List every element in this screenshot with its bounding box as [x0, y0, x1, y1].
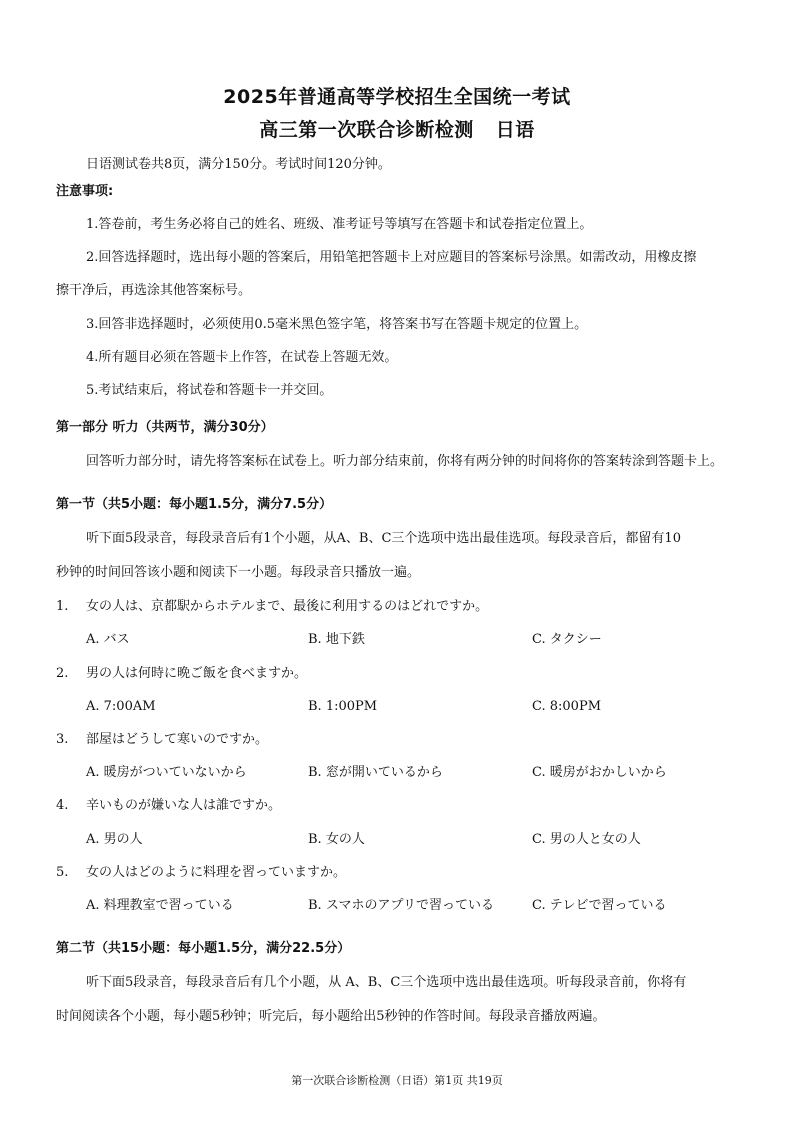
question-number: 1.: [56, 599, 69, 614]
question-text: 辛いものが嫌いな人は誰ですか。: [86, 798, 282, 813]
option-a: A. 暖房がついていないから: [86, 765, 247, 780]
option-b: B. スマホのアプリで習っている: [308, 898, 495, 913]
exam-intro: 日语测试卷共8页，满分150分。考试时间120分钟。: [86, 157, 391, 172]
option-b: B. 1:00PM: [308, 699, 378, 714]
question-3-options: [86, 764, 746, 782]
question-number: 5.: [56, 865, 69, 880]
section1-heading: 第一节（共5小题：每小题1.5分，满分7.5分）: [56, 497, 333, 512]
exam-title: 2025年普通高等学校招生全国统一考试: [223, 86, 571, 108]
section2-instruction-continued: 时间阅读各个小题，每小题5秒钟；听完后，每小题给出5秒钟的作答时间。每段录音播放两遍。: [56, 1009, 606, 1024]
notice-item: 3.回答非选择题时，必须使用0.5毫米黑色签字笔，将答案书写在答题卡规定的位置上。: [86, 317, 588, 332]
exam-subject: 日语: [495, 119, 535, 141]
question-text: 部屋はどうして寒いのですか。: [86, 732, 269, 747]
notice-item: 1.答卷前，考生务必将自己的姓名、班级、准考证号等填写在答题卡和试卷指定位置上。: [86, 217, 593, 232]
option-a: A. 7:00AM: [86, 699, 156, 714]
part1-instruction: 回答听力部分时，请先将答案标在试卷上。听力部分结束前，你将有两分钟的时间将你的答案转涂到答题卡上。: [86, 454, 724, 469]
question-text: 女の人はどのように料理を習っていますか。: [86, 865, 347, 880]
option-c: C. 男の人と女の人: [532, 832, 641, 847]
option-c: C. タクシー: [532, 632, 602, 647]
question-5: [56, 864, 346, 882]
option-a: A. バス: [86, 632, 130, 647]
exam-subtitle: [0, 115, 794, 142]
part1-heading: 第一部分 听力（共两节，满分30分）: [56, 420, 274, 435]
notice-item: 2.回答选择题时，选出每小题的答案后，用铅笔把答题卡上对应题目的答案标号涂黑。如需改动，用橡皮擦: [86, 250, 697, 265]
question-text: 男の人は何時に晩ご飯を食べますか。: [86, 666, 308, 681]
option-b: B. 女の人: [308, 832, 365, 847]
option-b: B. 窓が開いているから: [308, 765, 443, 780]
section1-instruction: 听下面5段录音，每段录音后有1个小题，从A、B、C三个选项中选出最佳选项。每段录音后，都留有10: [86, 531, 681, 546]
question-number: 4.: [56, 798, 69, 813]
question-text: 女の人は、京都駅からホテルまで、最後に利用するのはどれですか。: [86, 599, 489, 614]
question-2: [56, 665, 307, 683]
notice-item-continued: 擦干净后，再选涂其他答案标号。: [56, 283, 252, 298]
option-c: C. テレビで習っている: [532, 898, 667, 913]
question-4-options: [86, 831, 746, 849]
question-number: 3.: [56, 732, 69, 747]
question-5-options: [86, 897, 746, 915]
option-c: C. 8:00PM: [532, 699, 601, 714]
notice-heading: 注意事项:: [56, 184, 114, 199]
option-a: A. 料理教室で習っている: [86, 898, 234, 913]
question-1: [56, 598, 488, 616]
question-3: [56, 731, 268, 749]
section2-heading: 第二节（共15小题：每小题1.5分，满分22.5分）: [56, 941, 351, 956]
notice-item: 4.所有题目必须在答题卡上作答，在试卷上答题无效。: [86, 350, 398, 365]
question-2-options: [86, 698, 746, 716]
notice-item: 5.考试结束后，将试卷和答题卡一并交回。: [86, 383, 333, 398]
section1-instruction-continued: 秒钟的时间回答该小题和阅读下一小题。每段录音只播放一遍。: [56, 565, 421, 580]
question-number: 2.: [56, 666, 69, 681]
exam-subtitle-main: 高三第一次联合诊断检测: [259, 119, 474, 141]
question-1-options: [86, 631, 746, 649]
option-a: A. 男の人: [86, 832, 143, 847]
page-footer: 第一次联合诊断检测（日语）第1页 共19页: [291, 1074, 503, 1087]
option-c: C. 暖房がおかしいから: [532, 765, 667, 780]
option-b: B. 地下鉄: [308, 632, 365, 647]
question-4: [56, 797, 281, 815]
section2-instruction: 听下面5段录音，每段录音后有几个小题，从 A、B、C三个选项中选出最佳选项。听每段录音前，你将有: [86, 975, 687, 990]
